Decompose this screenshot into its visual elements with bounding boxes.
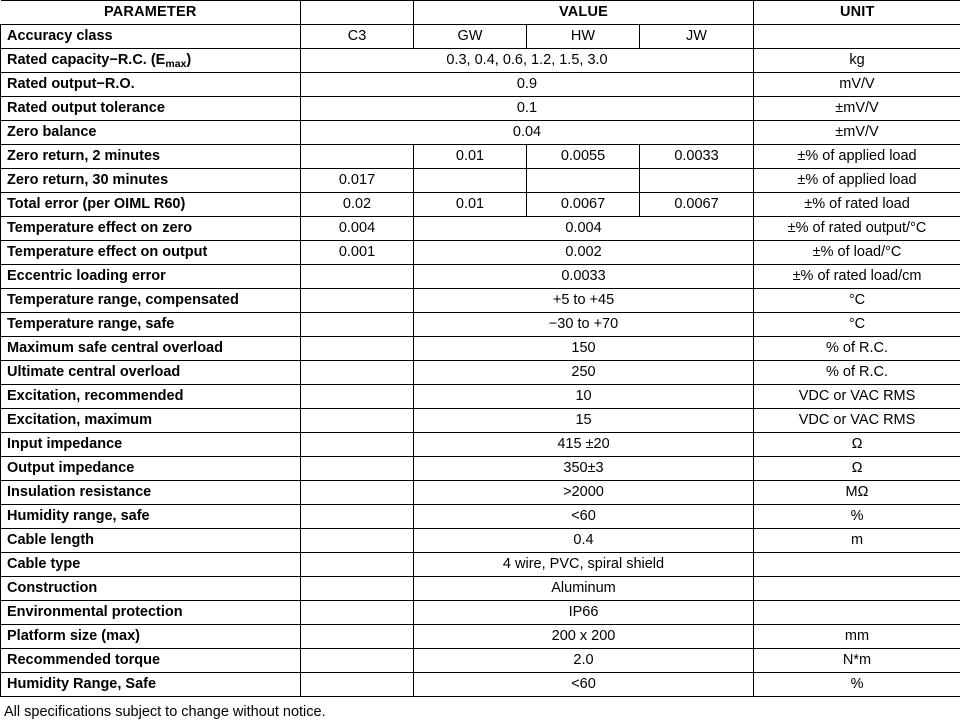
parameter-label: Temperature range, compensated	[1, 289, 301, 313]
table-row	[1, 529, 960, 553]
unit-cell: ±% of applied load	[754, 169, 960, 193]
value-cell-gw: 0.01	[414, 145, 527, 169]
table-row	[1, 337, 960, 361]
value-cell-gw-hw-jw: <60	[414, 505, 754, 529]
parameter-label: Cable type	[1, 553, 301, 577]
unit-cell: ±mV/V	[754, 97, 960, 121]
value-cell-c3	[301, 577, 414, 601]
value-cell-c3	[301, 601, 414, 625]
value-cell-gw-hw-jw: 0.0033	[414, 265, 754, 289]
value-cell-hw: 0.0067	[527, 193, 640, 217]
table-row	[1, 73, 960, 97]
table-row	[1, 241, 960, 265]
unit-cell: ±% of rated load/cm	[754, 265, 960, 289]
parameter-label: Excitation, maximum	[1, 409, 301, 433]
unit-cell: ±mV/V	[754, 121, 960, 145]
parameter-label: Zero balance	[1, 121, 301, 145]
value-cell-gw-hw-jw: 4 wire, PVC, spiral shield	[414, 553, 754, 577]
parameter-label: Rated capacity−R.C. $(E_{max})$	[1, 49, 301, 73]
value-cell-gw-hw-jw: >2000	[414, 481, 754, 505]
value-cell-jw: 0.0033	[640, 145, 754, 169]
value-cell-gw-hw-jw: 10	[414, 385, 754, 409]
table-row	[1, 649, 960, 673]
unit-cell: VDC or VAC RMS	[754, 385, 960, 409]
value-cell-c3	[301, 337, 414, 361]
footnote-text: All specifications subject to change without notice.	[0, 697, 960, 720]
table-row	[1, 409, 960, 433]
unit-cell: ±% of load/°C	[754, 241, 960, 265]
table-row	[1, 265, 960, 289]
table-row	[1, 673, 960, 697]
value-cell-gw-hw-jw: 200 x 200	[414, 625, 754, 649]
unit-cell	[754, 577, 960, 601]
table-row	[1, 433, 960, 457]
unit-cell: % of R.C.	[754, 361, 960, 385]
table-row	[1, 553, 960, 577]
value-cell-all: 0.04	[301, 121, 754, 145]
value-cell-gw-hw-jw: Aluminum	[414, 577, 754, 601]
table-row	[1, 49, 960, 73]
table-row	[1, 217, 960, 241]
parameter-label: Humidity range, safe	[1, 505, 301, 529]
unit-cell: ±% of rated output/°C	[754, 217, 960, 241]
value-cell-jw: 0.0067	[640, 193, 754, 217]
parameter-label: Eccentric loading error	[1, 265, 301, 289]
table-row	[1, 169, 960, 193]
value-cell-gw-hw-jw: <60	[414, 673, 754, 697]
table-row	[1, 481, 960, 505]
parameter-label: Ultimate central overload	[1, 361, 301, 385]
value-cell-c3: 0.001	[301, 241, 414, 265]
value-cell-gw-hw-jw: 250	[414, 361, 754, 385]
table-row	[1, 121, 960, 145]
table-row	[1, 289, 960, 313]
unit-cell: mV/V	[754, 73, 960, 97]
unit-cell: °C	[754, 313, 960, 337]
table-row	[1, 601, 960, 625]
value-cell-c3	[301, 361, 414, 385]
value-cell-jw	[640, 169, 754, 193]
value-cell-c3	[301, 145, 414, 169]
value-cell-c3: 0.017	[301, 169, 414, 193]
value-cell-c3	[301, 433, 414, 457]
unit-cell	[754, 601, 960, 625]
parameter-label: Input impedance	[1, 433, 301, 457]
parameter-label: Temperature effect on zero	[1, 217, 301, 241]
value-cell-c3	[301, 553, 414, 577]
value-cell-jw: JW	[640, 25, 754, 49]
table-row	[1, 385, 960, 409]
value-cell-hw	[527, 169, 640, 193]
parameter-label: Zero return, 2 minutes	[1, 145, 301, 169]
value-cell-c3	[301, 409, 414, 433]
unit-cell	[754, 25, 960, 49]
value-cell-gw-hw-jw: 0.4	[414, 529, 754, 553]
value-cell-gw-hw-jw: IP66	[414, 601, 754, 625]
column-header-parameter: PARAMETER	[1, 1, 301, 25]
value-cell-hw: HW	[527, 25, 640, 49]
unit-cell: ±% of applied load	[754, 145, 960, 169]
value-cell-all: 0.3, 0.4, 0.6, 1.2, 1.5, 3.0	[301, 49, 754, 73]
parameter-label: Insulation resistance	[1, 481, 301, 505]
unit-cell: MΩ	[754, 481, 960, 505]
header-spacer-c3	[301, 1, 414, 25]
value-cell-gw-hw-jw: 150	[414, 337, 754, 361]
value-cell-c3	[301, 313, 414, 337]
value-cell-hw: 0.0055	[527, 145, 640, 169]
value-cell-gw-hw-jw: 2.0	[414, 649, 754, 673]
value-cell-c3	[301, 625, 414, 649]
unit-cell: °C	[754, 289, 960, 313]
unit-cell: % of R.C.	[754, 337, 960, 361]
parameter-label: Rated output tolerance	[1, 97, 301, 121]
unit-cell	[754, 553, 960, 577]
parameter-label: Output impedance	[1, 457, 301, 481]
column-header-value: VALUE	[414, 1, 754, 25]
value-cell-gw-hw-jw: 415 ±20	[414, 433, 754, 457]
table-row	[1, 577, 960, 601]
value-cell-gw-hw-jw: 350±3	[414, 457, 754, 481]
parameter-label: Humidity Range, Safe	[1, 673, 301, 697]
parameter-label: Temperature effect on output	[1, 241, 301, 265]
parameter-label: Recommended torque	[1, 649, 301, 673]
unit-cell: %	[754, 673, 960, 697]
table-row	[1, 361, 960, 385]
value-cell-gw	[414, 169, 527, 193]
value-cell-all: 0.1	[301, 97, 754, 121]
value-cell-c3	[301, 289, 414, 313]
unit-cell: mm	[754, 625, 960, 649]
value-cell-gw-hw-jw: +5 to +45	[414, 289, 754, 313]
parameter-label: Rated output−R.O.	[1, 73, 301, 97]
parameter-label: Cable length	[1, 529, 301, 553]
unit-cell: ±% of rated load	[754, 193, 960, 217]
table-body	[1, 25, 960, 697]
value-cell-gw: GW	[414, 25, 527, 49]
unit-cell: VDC or VAC RMS	[754, 409, 960, 433]
value-cell-c3: 0.02	[301, 193, 414, 217]
table-row-accuracy-class	[1, 25, 960, 49]
value-cell-c3	[301, 673, 414, 697]
table-row	[1, 457, 960, 481]
table-row	[1, 145, 960, 169]
value-cell-c3	[301, 265, 414, 289]
value-cell-c3	[301, 385, 414, 409]
value-cell-c3	[301, 457, 414, 481]
parameter-label: Zero return, 30 minutes	[1, 169, 301, 193]
unit-cell: kg	[754, 49, 960, 73]
value-cell-c3	[301, 505, 414, 529]
value-cell-all: 0.9	[301, 73, 754, 97]
parameter-label: Maximum safe central overload	[1, 337, 301, 361]
parameter-label: Temperature range, safe	[1, 313, 301, 337]
value-cell-gw-hw-jw: 0.004	[414, 217, 754, 241]
table-row	[1, 505, 960, 529]
unit-cell: %	[754, 505, 960, 529]
unit-cell: N*m	[754, 649, 960, 673]
value-cell-c3	[301, 529, 414, 553]
parameter-label: Platform size (max)	[1, 625, 301, 649]
value-cell-gw-hw-jw: −30 to +70	[414, 313, 754, 337]
value-cell-c3: 0.004	[301, 217, 414, 241]
table-row	[1, 313, 960, 337]
table-row	[1, 97, 960, 121]
table-row	[1, 193, 960, 217]
value-cell-gw-hw-jw: 15	[414, 409, 754, 433]
value-cell-gw-hw-jw: 0.002	[414, 241, 754, 265]
unit-cell: Ω	[754, 433, 960, 457]
value-cell-gw: 0.01	[414, 193, 527, 217]
parameter-label: Environmental protection	[1, 601, 301, 625]
parameter-label: Construction	[1, 577, 301, 601]
parameter-label: Excitation, recommended	[1, 385, 301, 409]
unit-cell: Ω	[754, 457, 960, 481]
header-row	[1, 1, 960, 25]
table-head	[1, 1, 960, 25]
parameter-subscript: max	[165, 58, 186, 70]
parameter-label: Total error (per OIML R60)	[1, 193, 301, 217]
column-header-unit: UNIT	[754, 1, 960, 25]
value-cell-c3: C3	[301, 25, 414, 49]
parameter-label: Accuracy class	[1, 25, 301, 49]
value-cell-c3	[301, 481, 414, 505]
value-cell-c3	[301, 649, 414, 673]
table-row	[1, 625, 960, 649]
unit-cell: m	[754, 529, 960, 553]
